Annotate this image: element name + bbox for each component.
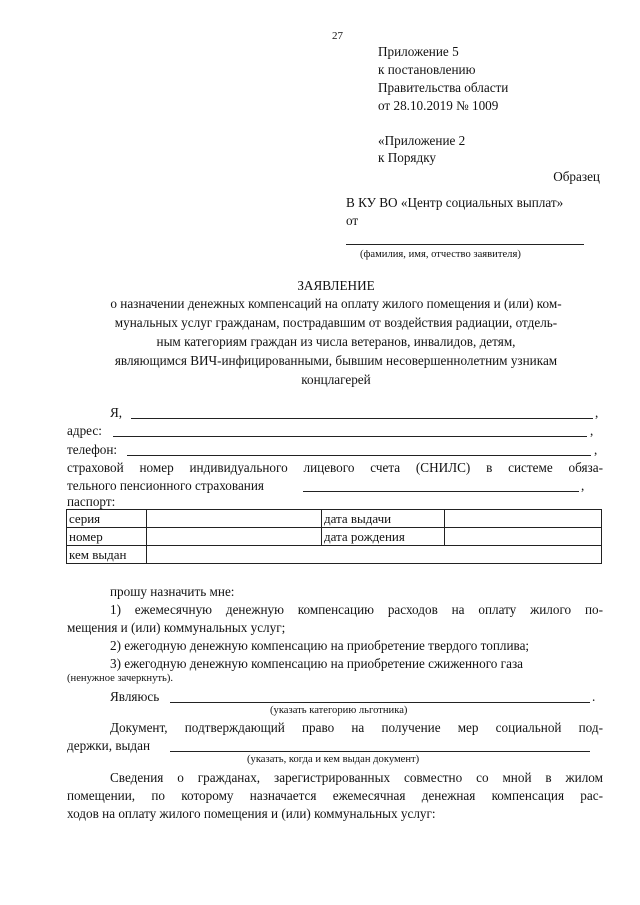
address-label: адрес: (67, 423, 102, 438)
title-line-3: ным категориям граждан из числа ветеранов, инвалидов, детям, (156, 334, 516, 349)
document-line (170, 751, 590, 752)
phone-line (127, 455, 591, 456)
request-intro: прошу назначить мне: (110, 584, 235, 599)
passport-label: паспорт: (67, 494, 116, 509)
appendix-line-2: к постановлению (378, 62, 476, 77)
passport-table (66, 509, 602, 564)
appendix-line-5: «Приложение 2 (378, 133, 466, 148)
title-line-1: о назначении денежных компенсаций на оплату жилого помещения и (или) ком- (110, 296, 562, 311)
snils-line-2: тельного пенсионного страхования (67, 478, 264, 493)
info-line-2: помещении, по которому назначается ежемесячная денежная компенсация рас- (67, 788, 603, 803)
phone-comma: , (594, 442, 598, 457)
snils-line (303, 491, 579, 492)
ya-line (131, 418, 593, 419)
appendix-line-6: к Порядку (378, 150, 437, 165)
sample-label: Образец (553, 169, 600, 184)
snils-line-1: страховой номер индивидуального лицевого счета (СНИЛС) в системе обяза- (67, 460, 603, 475)
category-label: Являюсь (110, 689, 160, 704)
number-field[interactable] (147, 528, 322, 546)
address-comma: , (590, 423, 594, 438)
request-item-1-line-2: мещения и (или) коммунальных услуг; (67, 620, 286, 635)
ya-comma: , (595, 405, 599, 420)
issue-date-field[interactable] (445, 510, 602, 528)
request-item-1-line-1: 1) ежемесячную денежную компенсацию расходов на оплату жилого по- (110, 602, 603, 617)
series-label: серия (67, 510, 147, 528)
document-line-2: держки, выдан (67, 738, 151, 753)
appendix-line-1: Приложение 5 (378, 44, 459, 59)
info-line-1: Сведения о гражданах, зарегистрированных совместно со мной в жилом (110, 770, 603, 785)
addressee-from: от (346, 213, 359, 228)
appendix-line-3: Правительства области (378, 80, 509, 95)
issued-by-field[interactable] (147, 546, 602, 564)
applicant-name-caption: (фамилия, имя, отчество заявителя) (360, 249, 521, 260)
applicant-name-line (346, 244, 584, 245)
document-title: ЗАЯВЛЕНИЕ (297, 278, 375, 293)
category-period: . (592, 689, 596, 704)
strike-note: (ненужное зачеркнуть). (67, 673, 174, 684)
title-line-4: являющимся ВИЧ-инфицированными, бывшим несовершеннолетним узникам (114, 353, 558, 368)
ya-label: Я, (110, 405, 123, 420)
issue-date-label: дата выдачи (322, 510, 445, 528)
addressee-to: В КУ ВО «Центр социальных выплат» (346, 195, 564, 210)
title-line-5: концлагерей (301, 372, 371, 387)
page-number: 27 (332, 30, 343, 42)
series-field[interactable] (147, 510, 322, 528)
snils-comma: , (581, 478, 585, 493)
request-item-2: 2) ежегодную денежную компенсацию на приобретение твердого топлива; (110, 638, 530, 653)
info-line-3: ходов на оплату жилого помещения и (или) коммунальных услуг: (67, 806, 436, 821)
number-label: номер (67, 528, 147, 546)
issued-by-label: кем выдан (67, 546, 147, 564)
title-line-2: мунальных услуг гражданам, пострадавшим от воздействия радиации, отдель- (114, 315, 558, 330)
address-line (113, 436, 587, 437)
request-item-3: 3) ежегодную денежную компенсацию на приобретение сжиженного газа (110, 656, 524, 671)
phone-label: телефон: (67, 442, 118, 457)
category-caption: (указать категорию льготника) (270, 705, 408, 716)
category-line (170, 702, 590, 703)
document-caption: (указать, когда и кем выдан документ) (247, 754, 420, 765)
birth-date-field[interactable] (445, 528, 602, 546)
birth-date-label: дата рождения (322, 528, 445, 546)
document-line-1: Документ, подтверждающий право на получение мер социальной под- (110, 720, 603, 735)
appendix-line-4: от 28.10.2019 № 1009 (378, 98, 499, 113)
